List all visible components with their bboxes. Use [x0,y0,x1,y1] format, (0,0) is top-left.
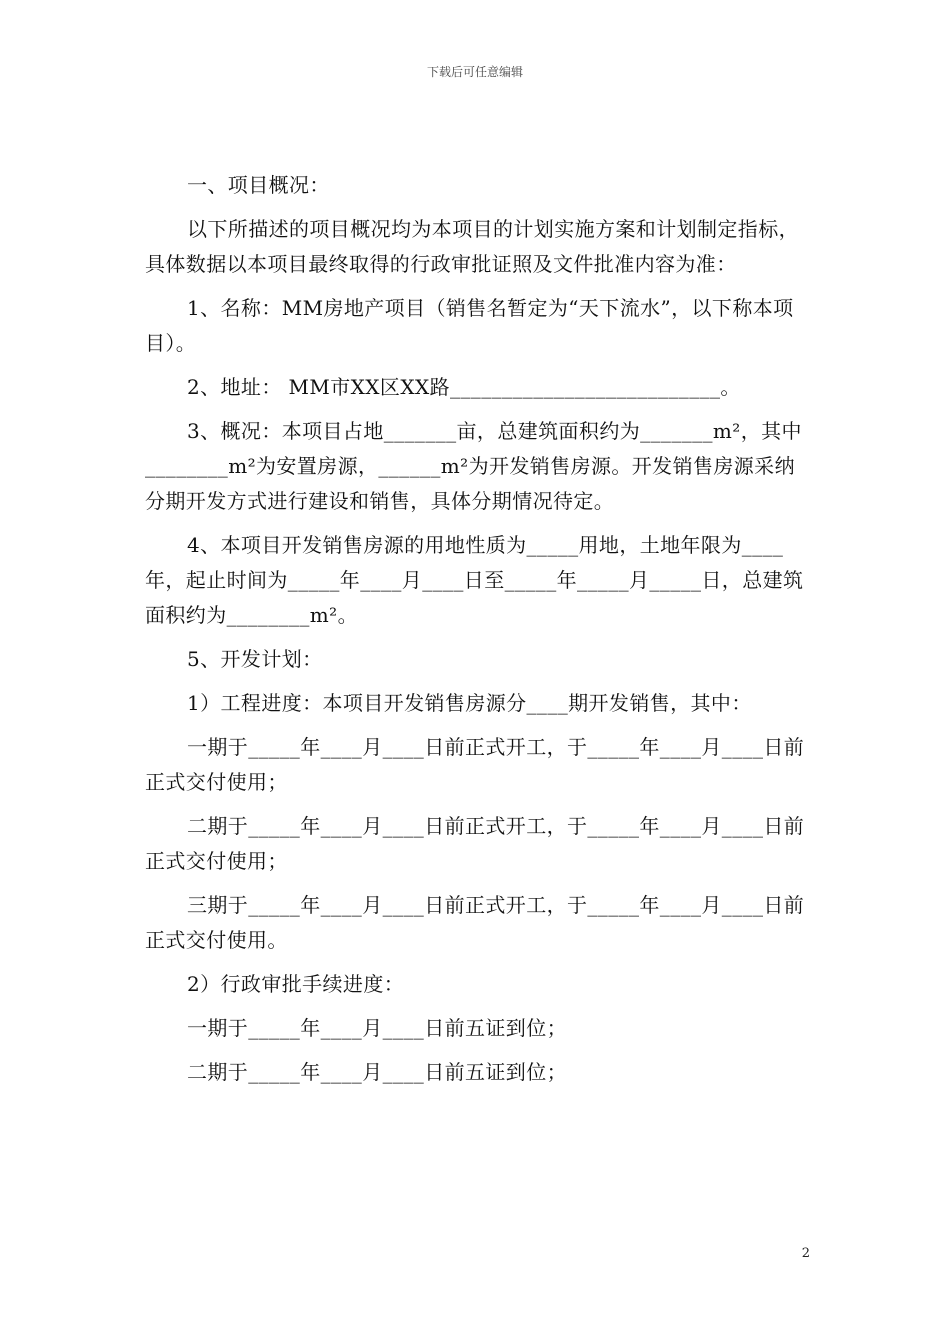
paragraph-phase-2-approval: 二期于_____年____月____日前五证到位； [187,1060,567,1084]
page-number: 2 [801,1246,810,1261]
paragraph-approval-progress: 2）行政审批手续进度： [187,972,405,996]
page-header: 下载后可任意编辑 [426,65,523,79]
paragraph-phase-2-construction: 二期于_____年____月____日前正式开工，于_____年____月____日前正式交付使用； [145,814,805,873]
paragraph-construction-progress: 1）工程进度：本项目开发销售房源分____期开发销售，其中： [187,691,752,715]
paragraph-address: 2、地址： MM市XX区XX路__________________________。 [187,375,741,399]
document-body [145,168,810,1099]
paragraph-name: 1、名称：MM房地产项目（销售名暂定为“天下流水”，以下称本项目）。 [145,296,794,355]
paragraph-development-plan: 5、开发计划： [187,647,323,671]
paragraph-phase-1-approval: 一期于_____年____月____日前五证到位； [187,1016,567,1040]
section-heading-project-overview: 一、项目概况： [187,173,330,197]
paragraph-land-use: 4、本项目开发销售房源的用地性质为_____用地，土地年限为____年，起止时间为_____年____月____日至_____年_____月_____日，总建筑面积约为________m²。 [145,533,804,627]
paragraph-phase-3-construction: 三期于_____年____月____日前正式开工，于_____年____月____日前正式交付使用。 [145,893,805,952]
paragraph-overview: 3、概况：本项目占地_______亩，总建筑面积约为_______m²，其中________m²为安置房源，______m²为开发销售房源。开发销售房源采纳分期开发方式进行建设和销售，具体分期情况待定。 [145,419,802,513]
paragraph-intro: 以下所描述的项目概况均为本项目的计划实施方案和计划制定指标，具体数据以本项目最终取得的行政审批证照及文件批准内容为准： [145,217,799,276]
paragraph-phase-1-construction: 一期于_____年____月____日前正式开工，于_____年____月____日前正式交付使用； [145,735,805,794]
